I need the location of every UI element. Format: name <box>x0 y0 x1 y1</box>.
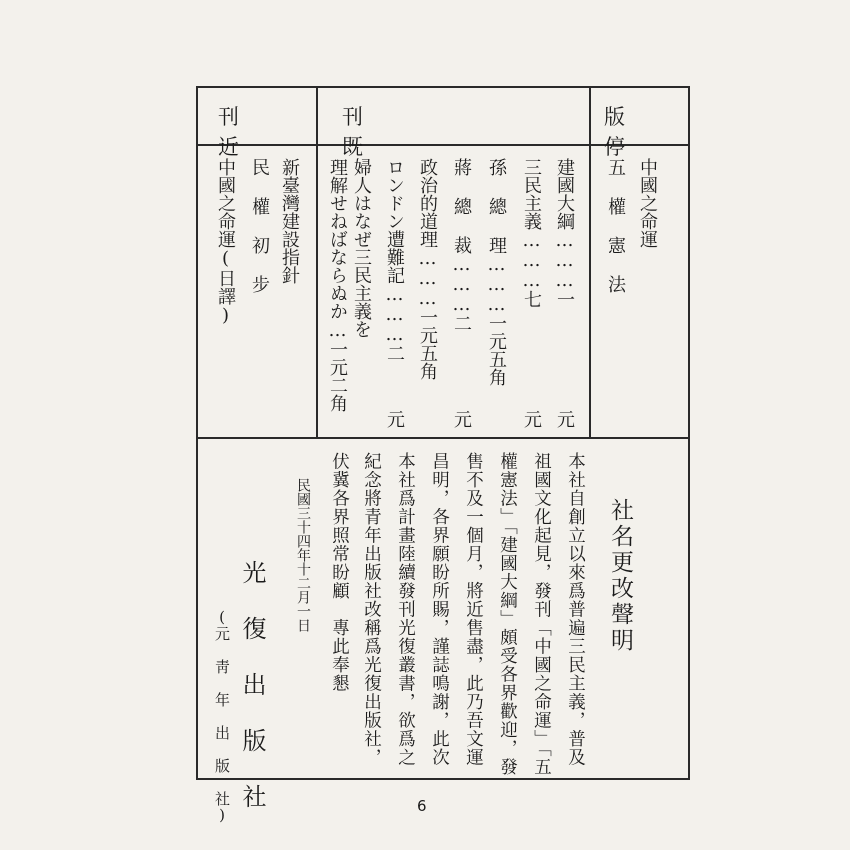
published-book-4-dots: ……… <box>451 254 472 314</box>
notice-line-1: 本社自創立以來爲普遍三民主義，普及 <box>565 452 586 767</box>
header-forthcoming <box>218 101 308 161</box>
published-book-8-price: 一元二角 <box>327 340 348 412</box>
published-book-4-yuan: 元 <box>451 410 472 428</box>
published-book-5 <box>418 158 436 380</box>
header-published <box>342 101 572 161</box>
notice-line-3: 權憲法」「建國大綱」頗受各界歡迎，發 <box>497 452 518 777</box>
forthcoming-book-2: 民 權 初 步 <box>249 158 270 293</box>
published-book-2-title: 三民主義 <box>521 158 542 230</box>
published-book-1 <box>555 158 573 308</box>
notice-line-2: 祖國文化起見，發刊「中國之命運」「五 <box>531 452 552 777</box>
published-book-6-yuan: 元 <box>384 410 405 428</box>
stopped-book-1: 中國之命運 <box>637 158 658 248</box>
published-book-6 <box>385 158 403 362</box>
published-book-5-price: 一元五角 <box>417 308 438 380</box>
middle-rule <box>196 437 690 439</box>
published-book-2-price: 七 <box>521 290 542 308</box>
published-book-7: 婦人はなぜ三民主義を <box>351 158 372 338</box>
published-book-1-price: 一 <box>554 290 575 308</box>
header-forthcoming-text: 刊近 <box>218 105 275 159</box>
published-book-3-dots: ……… <box>486 254 507 314</box>
published-book-6-dots: ……… <box>384 284 405 344</box>
published-book-4 <box>452 158 470 332</box>
published-book-3-price: 一元五角 <box>486 314 507 386</box>
published-book-1-title: 建國大綱 <box>554 158 575 230</box>
notice-date: 民國三十四年十二月一日 <box>295 478 311 632</box>
notice-line-8: 伏冀各界照常盼顧 專此奉懇 <box>329 452 350 693</box>
published-book-8-title: 理解せねばならぬか <box>327 158 348 320</box>
published-book-1-yuan: 元 <box>554 410 575 428</box>
stopped-book-2: 五 權 憲 法 <box>605 158 626 293</box>
published-book-5-dots: ……… <box>417 248 438 308</box>
page-number: 6 <box>417 797 427 815</box>
published-book-3 <box>487 158 505 386</box>
published-book-6-title: ロンドン遭難記 <box>384 158 405 284</box>
published-book-2 <box>522 158 540 308</box>
published-book-8 <box>328 158 346 412</box>
publisher-name: 光 復 出 版 社 <box>238 560 266 810</box>
header-published-text: 刊既 <box>342 105 523 159</box>
forthcoming-book-3: 中國之命運(日譯) <box>215 158 236 326</box>
notice-line-5: 昌明，各界願盼所賜，謹誌鳴謝，此次 <box>429 452 450 767</box>
published-book-1-dots: ……… <box>554 230 575 290</box>
header-stopped <box>604 101 674 161</box>
notice-title: 社名更改聲明 <box>607 498 633 654</box>
notice-line-4: 售不及一個月，將近售盡，此乃吾文運 <box>463 452 484 767</box>
notice-line-7: 紀念將青年出版社改稱爲光復出版社， <box>361 452 382 767</box>
divider-stopped <box>589 86 591 438</box>
published-book-3-title: 孫 總 理 <box>486 158 507 254</box>
published-book-4-title: 蔣 總 裁 <box>451 158 472 254</box>
header-stopped-text: 版停 <box>604 105 651 159</box>
published-book-2-yuan: 元 <box>521 410 542 428</box>
published-book-4-price: 二 <box>451 314 472 332</box>
publisher-former-name: (元 靑 年 出 版 社) <box>213 608 231 824</box>
forthcoming-book-1: 新臺灣建設指針 <box>279 158 300 284</box>
published-book-8-dots: … <box>327 320 348 340</box>
notice-line-6: 本社爲計畫陸續發刊光復叢書，欲爲之 <box>395 452 416 767</box>
published-book-2-dots: ……… <box>521 230 542 290</box>
published-book-5-title: 政治的道理 <box>417 158 438 248</box>
published-book-6-price: 二 <box>384 344 405 362</box>
divider-forthcoming <box>316 86 318 438</box>
